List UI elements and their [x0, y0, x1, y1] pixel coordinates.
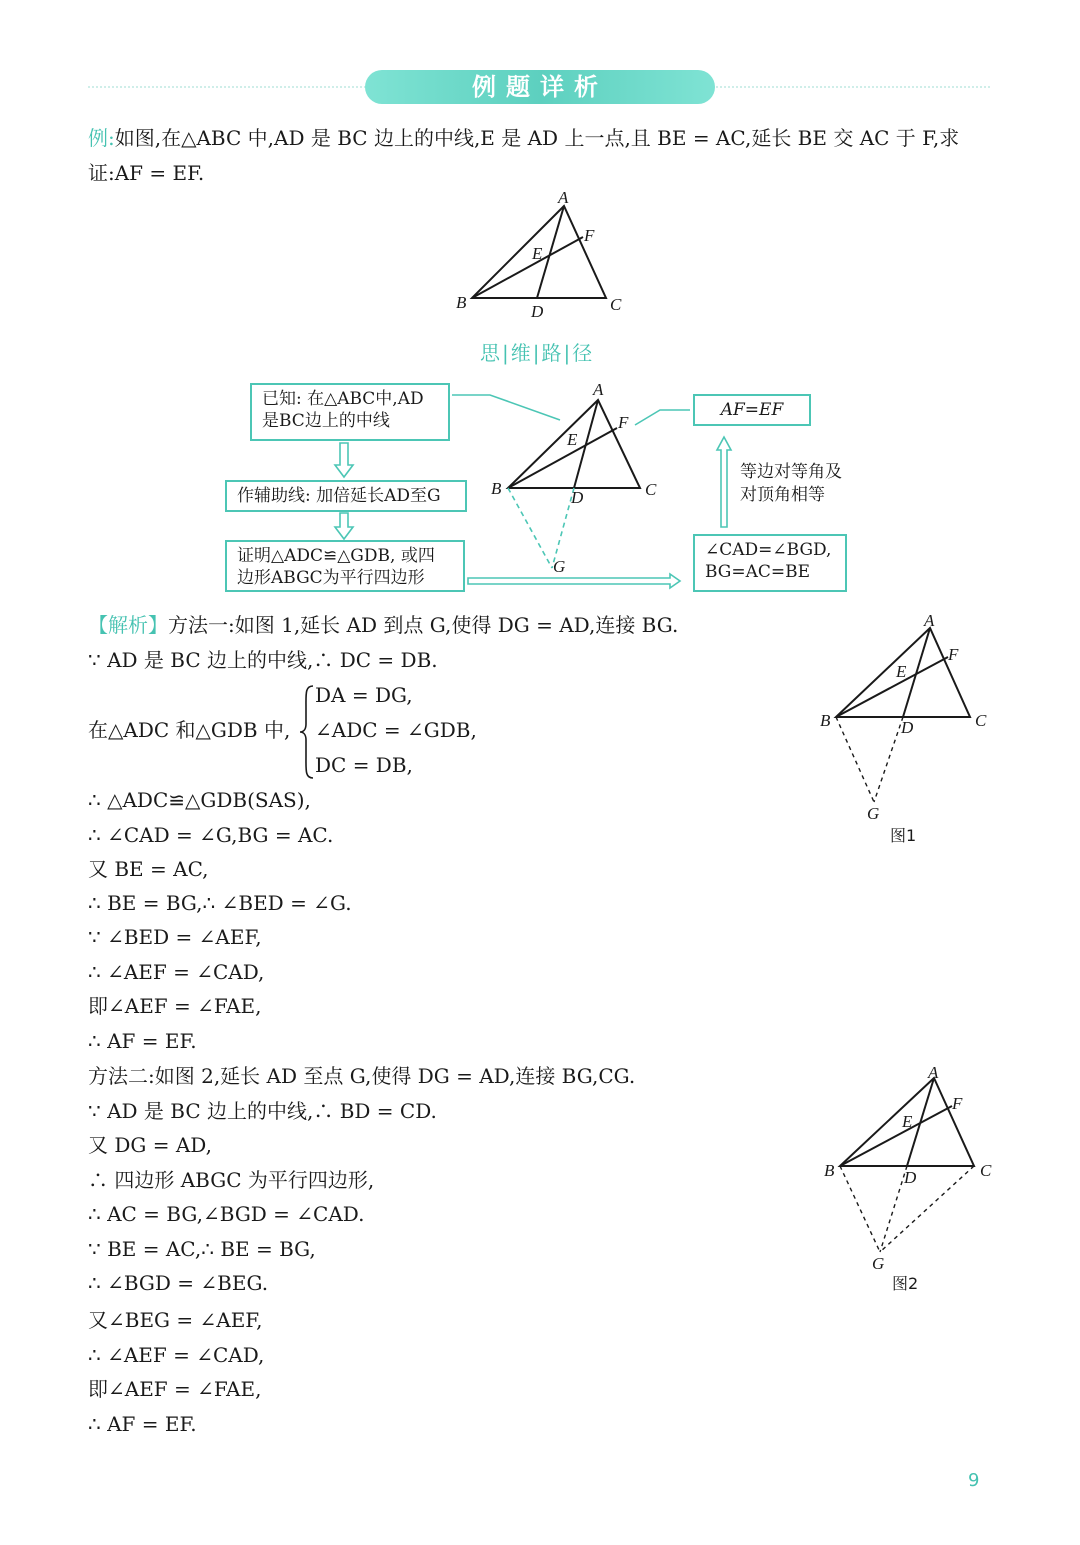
fig1-label-a: A [924, 611, 935, 630]
method2-line-5: ∵ BE = AC,∴ BE = BG, [88, 1237, 316, 1261]
fig2-label-e: E [902, 1112, 913, 1131]
down-arrow-1 [335, 443, 353, 477]
down-arrow-2 [335, 513, 353, 539]
figure-2-caption: 图2 [892, 1274, 919, 1293]
path-label-a: A [593, 380, 604, 399]
fig2-segment-bf [840, 1106, 952, 1166]
label-e: E [532, 244, 543, 263]
example-line-1 [88, 123, 959, 153]
method2-line-1: ∵ AD 是 BC 边上的中线,∴ BD = CD. [88, 1099, 437, 1123]
arrow-note-line-1: 等边对等角及 [740, 462, 842, 482]
example-label: 例: [88, 126, 115, 150]
fig2-label-b: B [824, 1161, 835, 1180]
fig2-dashed-dg [880, 1166, 907, 1252]
method1-system-3: DC = DB, [315, 753, 413, 777]
method1-line-3: ∴ ∠CAD = ∠G,BG = AC. [88, 823, 334, 847]
method1-line-1: ∵ AD 是 BC 边上的中线,∴ DC = DB. [88, 648, 438, 672]
method2-line-9: 即∠AEF = ∠FAE, [88, 1377, 262, 1401]
method2-line-3: ∴ 四边形 ABGC 为平行四边形, [88, 1168, 375, 1192]
fig1-label-d: D [901, 718, 914, 737]
path-label-g: G [553, 557, 566, 576]
page-number: 9 [968, 1470, 980, 1491]
example-text-1: 如图,在△ABC 中,AD 是 BC 边上的中线,E 是 AD 上一点,且 BE = AC,延长 BE 交 AC 于 F,求 [114, 126, 960, 150]
box-known [250, 383, 450, 441]
method1-system-1: DA = DG, [315, 683, 413, 707]
thinking-path-title: 思|维|路|径 [480, 341, 595, 365]
fig2-label-d: D [904, 1168, 917, 1187]
segment-bf [472, 237, 583, 298]
method2-intro: 方法二:如图 2,延长 AD 至点 G,使得 DG = AD,连接 BG,CG. [88, 1064, 636, 1088]
box-prove-line-2: 边形ABGC为平行四边形 [237, 568, 425, 588]
path-dashed-bg [508, 488, 552, 568]
method2-line-8: ∴ ∠AEF = ∠CAD, [88, 1343, 265, 1367]
fig1-segment-bf [836, 657, 948, 717]
fig1-label-e: E [896, 662, 907, 681]
box-known-line-2: 是BC边上的中线 [262, 411, 390, 431]
box-goal-text: AF=EF [720, 400, 784, 420]
path-label-d: D [571, 488, 584, 507]
fig2-label-a: A [928, 1063, 939, 1082]
method1-line-9: ∴ AF = EF. [88, 1029, 197, 1053]
arrow-note [740, 461, 842, 507]
path-label-e: E [567, 430, 578, 449]
arrow-note-line-2: 对顶角相等 [740, 485, 825, 505]
box-prove-line-1: 证明△ADC≌△GDB, 或四 [237, 546, 435, 566]
header-title: 例题详析 [472, 73, 608, 101]
fig1-label-f: F [948, 645, 959, 664]
box-result [693, 534, 847, 592]
method1-line-6: ∵ ∠BED = ∠AEF, [88, 925, 262, 949]
solution-intro [88, 610, 678, 640]
fig1-dashed-bg [836, 717, 874, 802]
fig2-label-g: G [872, 1254, 885, 1273]
method2-line-4: ∴ AC = BG,∠BGD = ∠CAD. [88, 1202, 365, 1226]
label-d: D [531, 302, 544, 321]
path-triangle-figure [485, 378, 665, 578]
fig1-label-c: C [975, 711, 987, 730]
fig2-dashed-cg [880, 1166, 974, 1252]
fig1-label-g: G [867, 804, 880, 823]
fig1-label-b: B [820, 711, 831, 730]
figure-2 [810, 1060, 1000, 1300]
method1-line-7: ∴ ∠AEF = ∠CAD, [88, 960, 265, 984]
method1-line-5: ∴ BE = BG,∴ ∠BED = ∠G. [88, 891, 352, 915]
fig2-dashed-bg [840, 1166, 880, 1252]
label-f: F [584, 226, 595, 245]
path-segment-bf [508, 428, 617, 488]
header-banner [365, 70, 715, 104]
method1-intro: 方法一:如图 1,延长 AD 到点 G,使得 DG = AD,连接 BG. [168, 613, 679, 637]
left-brace [298, 684, 316, 780]
method2-line-6: ∴ ∠BGD = ∠BEG. [88, 1271, 269, 1295]
path-label-b: B [491, 479, 502, 498]
method1-system-prefix: 在△ADC 和△GDB 中, [88, 718, 291, 742]
main-triangle-figure [440, 190, 640, 325]
up-arrow [717, 437, 731, 527]
method1-line-8: 即∠AEF = ∠FAE, [88, 994, 262, 1018]
box-known-line-1: 已知: 在△ABC中,AD [262, 389, 424, 409]
box-result-line-1: ∠CAD=∠BGD, [705, 540, 832, 560]
fig2-label-c: C [980, 1161, 992, 1180]
method2-line-7: 又∠BEG = ∠AEF, [88, 1308, 263, 1332]
path-label-f: F [618, 413, 629, 432]
path-label-c: C [645, 480, 657, 499]
box-auxiliary-text: 作辅助线: 加倍延长AD至G [237, 486, 441, 506]
figure-1 [810, 610, 1000, 850]
box-goal [693, 394, 811, 426]
figure-1-caption: 图1 [890, 826, 917, 845]
method2-line-2: 又 DG = AD, [88, 1133, 212, 1157]
method1-line-2: ∴ △ADC≌△GDB(SAS), [88, 788, 311, 812]
box-result-line-2: BG=AC=BE [705, 562, 811, 582]
example-line-2: 证:AF = EF. [88, 161, 205, 185]
method1-system-2: ∠ADC = ∠GDB, [315, 718, 477, 742]
box-auxiliary [225, 480, 467, 512]
label-b: B [456, 293, 467, 312]
box-prove [225, 540, 465, 592]
fig1-dashed-dg [874, 717, 903, 802]
method2-line-10: ∴ AF = EF. [88, 1412, 197, 1436]
method1-line-4: 又 BE = AC, [88, 857, 209, 881]
solution-label: 【解析】 [88, 613, 168, 637]
label-a: A [558, 190, 569, 207]
fig2-label-f: F [952, 1094, 963, 1113]
label-c: C [610, 295, 622, 314]
